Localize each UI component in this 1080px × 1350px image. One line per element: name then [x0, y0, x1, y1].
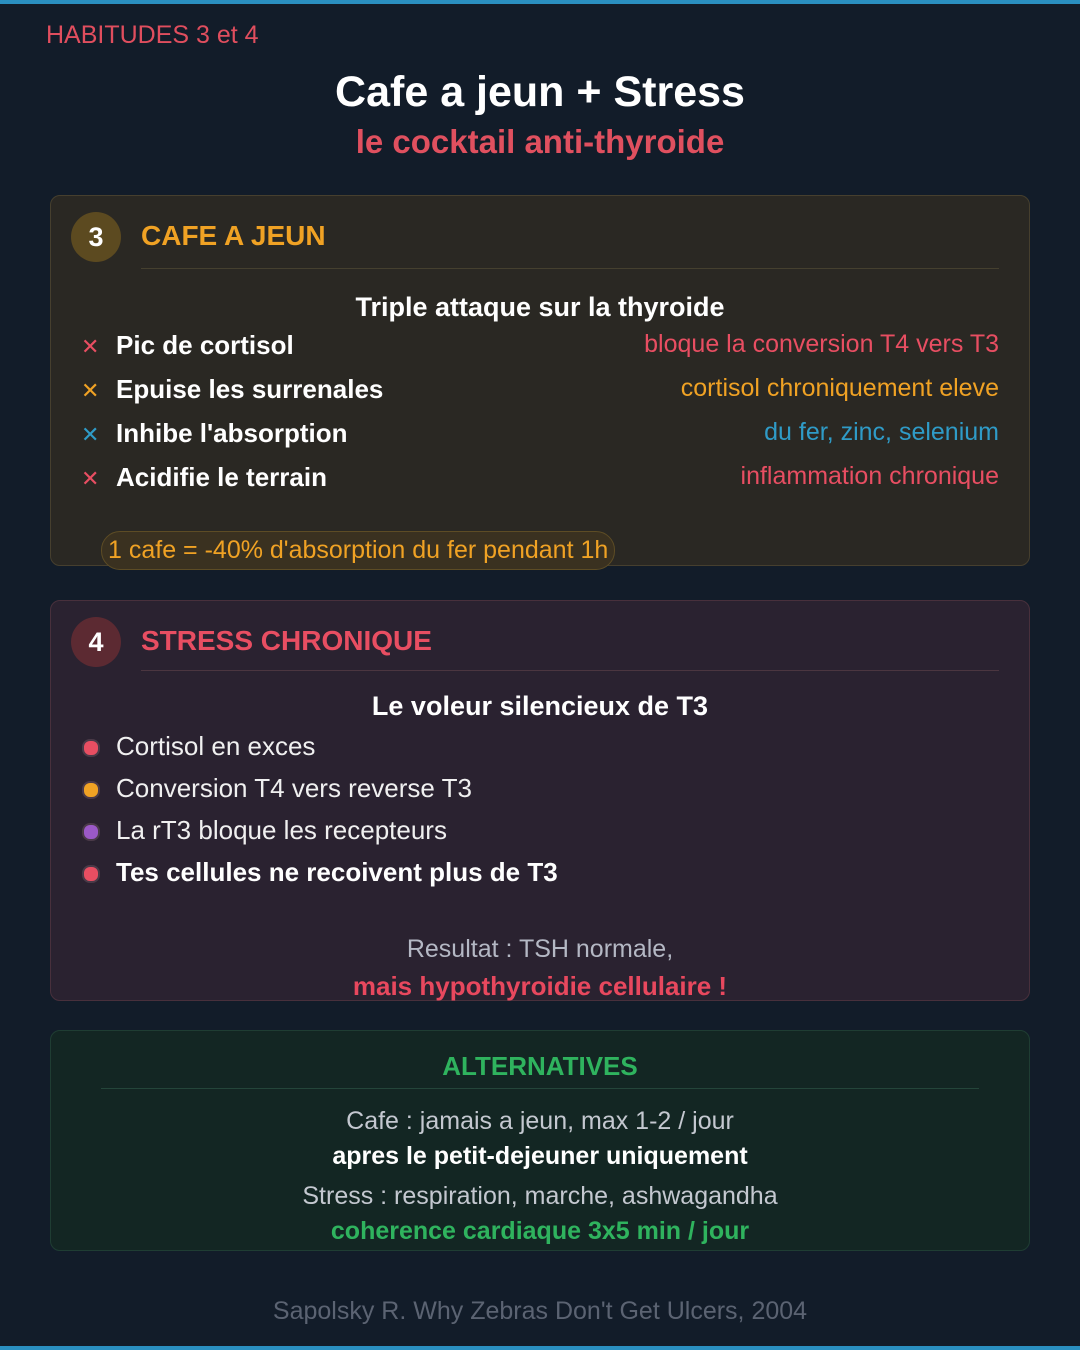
top-accent-bar [0, 0, 1080, 4]
cafe-effect-row [81, 374, 999, 414]
result-text: Resultat : TSH normale, [406, 935, 674, 963]
cross-icon: ✕ [81, 334, 100, 359]
effect-label: Epuise les surrenales [116, 374, 384, 404]
effect-note: bloque la conversion T4 vers T3 [644, 330, 999, 358]
effect-note: du fer, zinc, selenium [764, 418, 999, 446]
step-label: La rT3 bloque les recepteurs [116, 815, 447, 845]
stress-subheading: Le voleur silencieux de T3 [371, 691, 709, 721]
stress-step-row [81, 731, 999, 771]
effect-note: inflammation chronique [740, 462, 999, 490]
effect-label: Pic de cortisol [116, 330, 294, 360]
cross-icon: ✕ [81, 466, 100, 491]
red-dot-icon [82, 739, 100, 757]
habits-tag: HABITUDES 3 et 4 [46, 21, 259, 49]
page-title: Cafe a jeun + Stress [335, 68, 745, 116]
effect-note: cortisol chroniquement eleve [680, 374, 999, 402]
coffee-advice: Cafe : jamais a jeun, max 1-2 / jour [346, 1107, 734, 1135]
stress-heading: STRESS CHRONIQUE [141, 625, 432, 656]
iron-absorption-callout: 1 cafe = -40% d'absorption du fer pendant 1h [101, 531, 615, 570]
cafe-effect-row [81, 462, 999, 502]
stress-advice-emphasis: coherence cardiaque 3x5 min / jour [330, 1217, 750, 1245]
result-conclusion: mais hypothyroidie cellulaire ! [352, 971, 728, 1001]
stress-step-row [81, 815, 999, 855]
step-label: Cortisol en exces [116, 731, 316, 761]
purple-dot-icon [82, 823, 100, 841]
red-dot-icon [82, 865, 100, 883]
divider [141, 670, 999, 671]
divider [141, 268, 999, 269]
stress-advice: Stress : respiration, marche, ashwagandha [302, 1182, 778, 1210]
cross-icon: ✕ [81, 422, 100, 447]
effect-label: Inhibe l'absorption [116, 418, 348, 448]
cafe-card [50, 195, 1030, 566]
effect-label: Acidifie le terrain [116, 462, 327, 492]
habit-number-badge: 3 [71, 212, 121, 262]
habit-number-badge: 4 [71, 617, 121, 667]
alternatives-heading: ALTERNATIVES [442, 1051, 638, 1081]
cafe-heading: CAFE A JEUN [141, 220, 326, 251]
page-subtitle: le cocktail anti-thyroide [355, 123, 725, 160]
cafe-subheading: Triple attaque sur la thyroide [355, 292, 725, 322]
coffee-advice-emphasis: apres le petit-dejeuner uniquement [332, 1142, 748, 1170]
cross-icon: ✕ [81, 378, 100, 403]
stress-step-row [81, 773, 999, 813]
bottom-accent-bar [0, 1346, 1080, 1350]
alternatives-card [50, 1030, 1030, 1251]
cafe-effect-row [81, 330, 999, 370]
orange-dot-icon [82, 781, 100, 799]
source-citation: Sapolsky R. Why Zebras Don't Get Ulcers, 2004 [272, 1297, 808, 1325]
cafe-effect-row [81, 418, 999, 458]
stress-card [50, 600, 1030, 1001]
step-label: Tes cellules ne recoivent plus de T3 [116, 857, 558, 887]
divider [101, 1088, 979, 1089]
stress-step-row [81, 857, 999, 897]
step-label: Conversion T4 vers reverse T3 [116, 773, 472, 803]
